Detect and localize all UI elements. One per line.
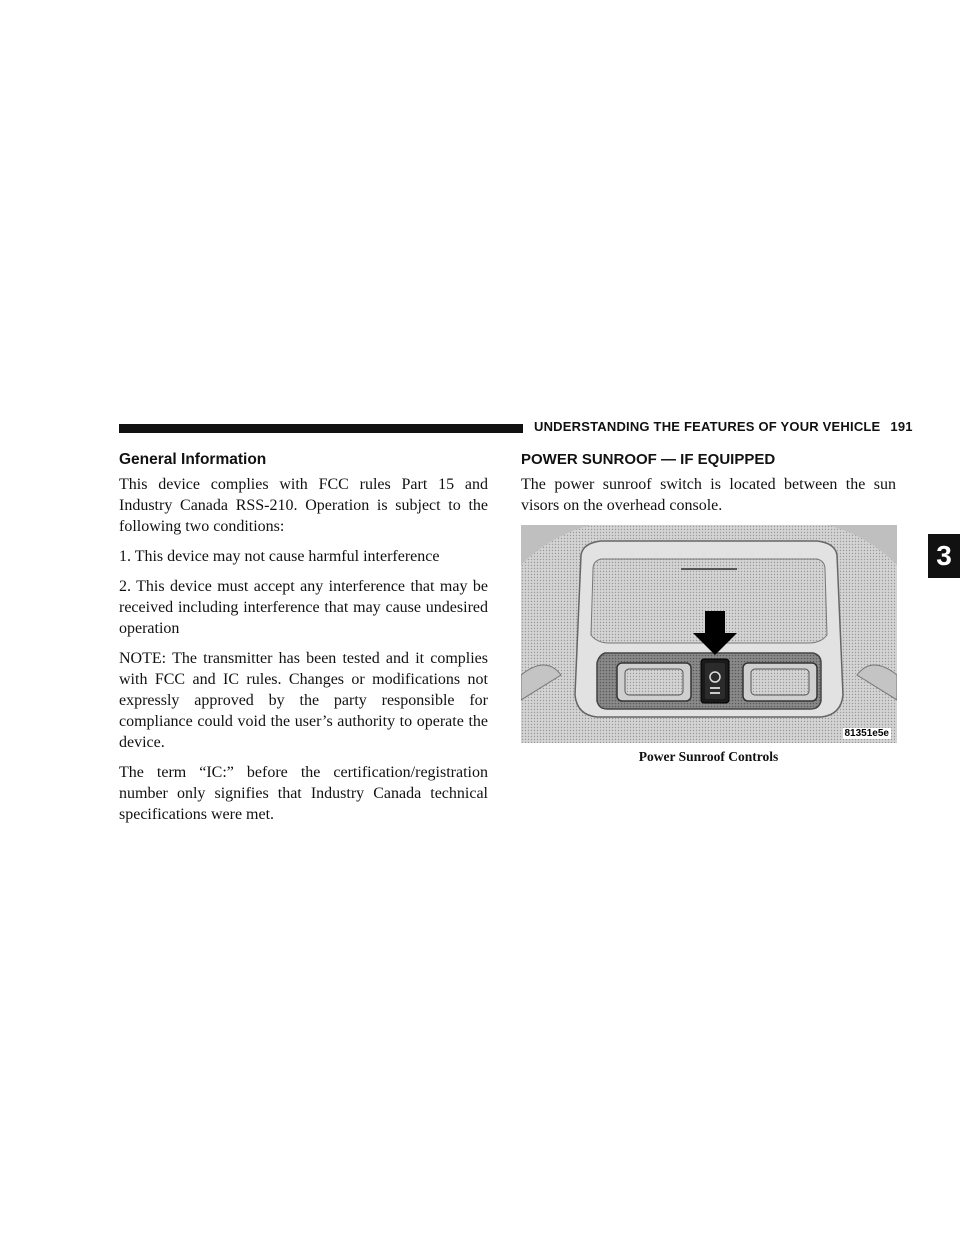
header-rule bbox=[119, 424, 523, 433]
figure-code: 81351e5e bbox=[844, 728, 889, 739]
running-header bbox=[534, 419, 913, 434]
ic-term-paragraph: The term “IC:” before the certification/registration number only signifies that Industry Canada technical specifications were met. bbox=[119, 764, 488, 823]
fcc-compliance-paragraph: This device complies with FCC rules Part 15 and Industry Canada RSS-210. Operation is subject to the following two conditions: bbox=[119, 476, 488, 535]
sunroof-controls-figure bbox=[521, 525, 897, 743]
chapter-tab: 3 bbox=[928, 534, 960, 578]
condition-1: 1. This device may not cause harmful interference bbox=[119, 548, 440, 565]
general-information-heading: General Information bbox=[119, 451, 267, 468]
left-column bbox=[119, 450, 488, 834]
power-sunroof-heading: POWER SUNROOF — IF EQUIPPED bbox=[521, 451, 776, 468]
overhead-console-illustration bbox=[521, 525, 897, 743]
sunroof-switch-paragraph: The power sunroof switch is located between the sun visors on the overhead console. bbox=[521, 476, 896, 514]
right-column bbox=[521, 450, 896, 765]
note-text: The transmitter has been tested and it complies with FCC and IC rules. Changes or modifications not expressly approved by the party responsible for compliance could void the user’s authority to operate the device. bbox=[119, 650, 488, 751]
note-label: NOTE: bbox=[119, 650, 167, 667]
note-paragraph bbox=[119, 648, 488, 753]
condition-2: 2. This device must accept any interference that may be received including interference that may cause undesired operation bbox=[119, 578, 488, 637]
page-number: 191 bbox=[890, 419, 913, 434]
figure-caption: Power Sunroof Controls bbox=[638, 749, 779, 764]
section-title: UNDERSTANDING THE FEATURES OF YOUR VEHICLE bbox=[534, 419, 881, 434]
